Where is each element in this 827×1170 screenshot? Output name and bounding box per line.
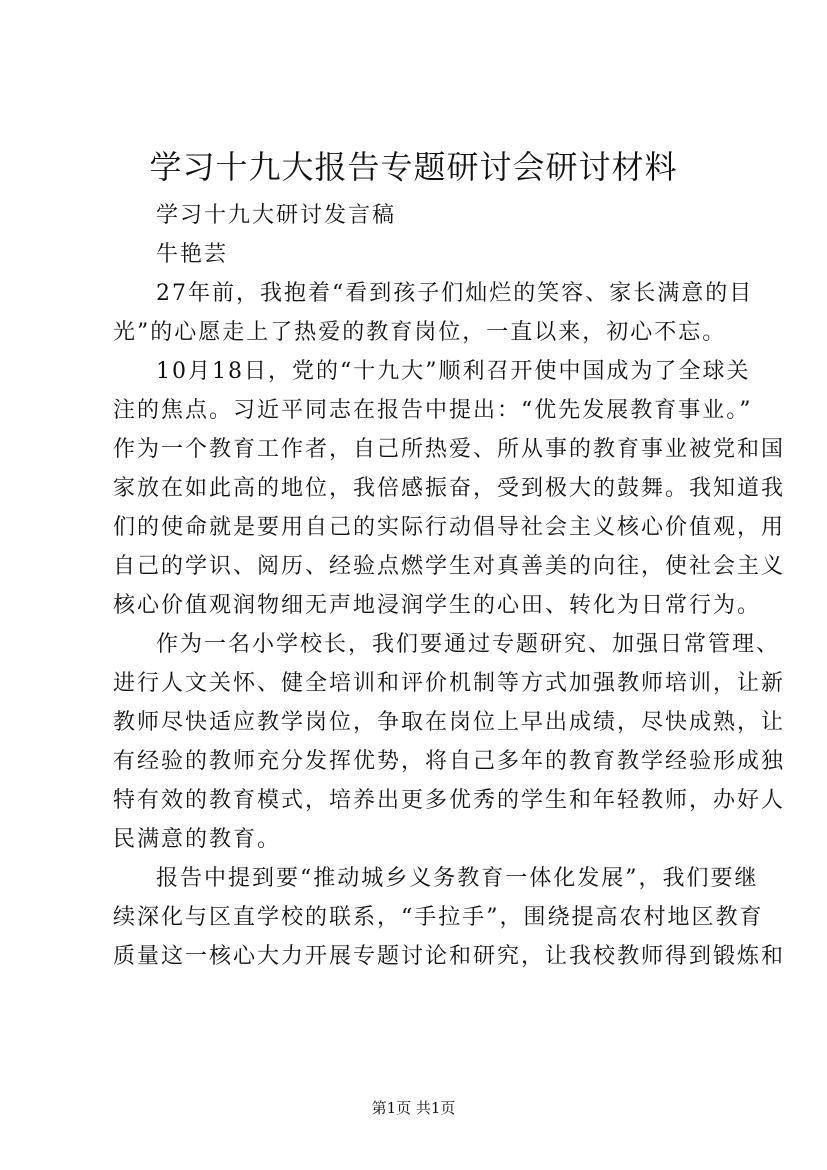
paragraph-line: 作为一名小学校长，我们要通过专题研究、加强日常管理、 [156, 632, 781, 657]
paragraph-line: 注的焦点。习近平同志在报告中提出：“优先发展教育事业。” [113, 398, 753, 423]
paragraph-line: 有经验的教师充分发挥优势，将自己多年的教育教学经验形成独 [113, 749, 786, 774]
paragraph-line: 自己的学识、阅历、经验点燃学生对真善美的向往，使社会主义 [113, 554, 786, 579]
paragraph-line: 教师尽快适应教学岗位，争取在岗位上早出成绩，尽快成熟，让 [113, 710, 786, 735]
document-body [113, 196, 786, 976]
paragraph-line: 进行人文关怀、健全培训和评价机制等方式加强教师培训，让新 [113, 671, 786, 696]
paragraph-line: 核心价值观润物细无声地浸润学生的心田、转化为日常行为。 [113, 593, 762, 618]
document-title: 学习十九大报告专题研讨会研讨材料 [149, 148, 678, 186]
paragraph-line: 27年前，我抱着“看到孩子们灿烂的笑容、家长满意的目 [156, 281, 754, 306]
paragraph-line: 报告中提到要“推动城乡义务教育一体化发展”，我们要继 [156, 866, 759, 891]
paragraph-line: 质量这一核心大力开展专题讨论和研究，让我校教师得到锻炼和 [113, 944, 786, 969]
paragraph-line: 光”的心愿走上了热爱的教育岗位，一直以来，初心不忘。 [113, 320, 727, 345]
paragraph-line: 续深化与区直学校的联系，“手拉手”，围绕提高农村地区教育 [113, 905, 764, 930]
paragraph-line: 民满意的教育。 [113, 827, 282, 852]
subtitle-line: 学习十九大研讨发言稿 [156, 203, 397, 228]
paragraph-line: 特有效的教育模式，培养出更多优秀的学生和年轻教师，办好人 [113, 788, 786, 813]
paragraph-line: 们的使命就是要用自己的实际行动倡导社会主义核心价值观，用 [113, 515, 786, 540]
paragraph-line: 10月18日，党的“十九大”顺利召开使中国成为了全球关 [156, 359, 751, 384]
author-line: 牛艳芸 [156, 242, 229, 267]
paragraph-line: 作为一个教育工作者，自己所热爱、所从事的教育事业被党和国 [113, 437, 786, 462]
paragraph-line: 家放在如此高的地位，我倍感振奋，受到极大的鼓舞。我知道我 [113, 476, 786, 501]
page-number-footer: 第1页 共1页 [371, 1099, 456, 1117]
